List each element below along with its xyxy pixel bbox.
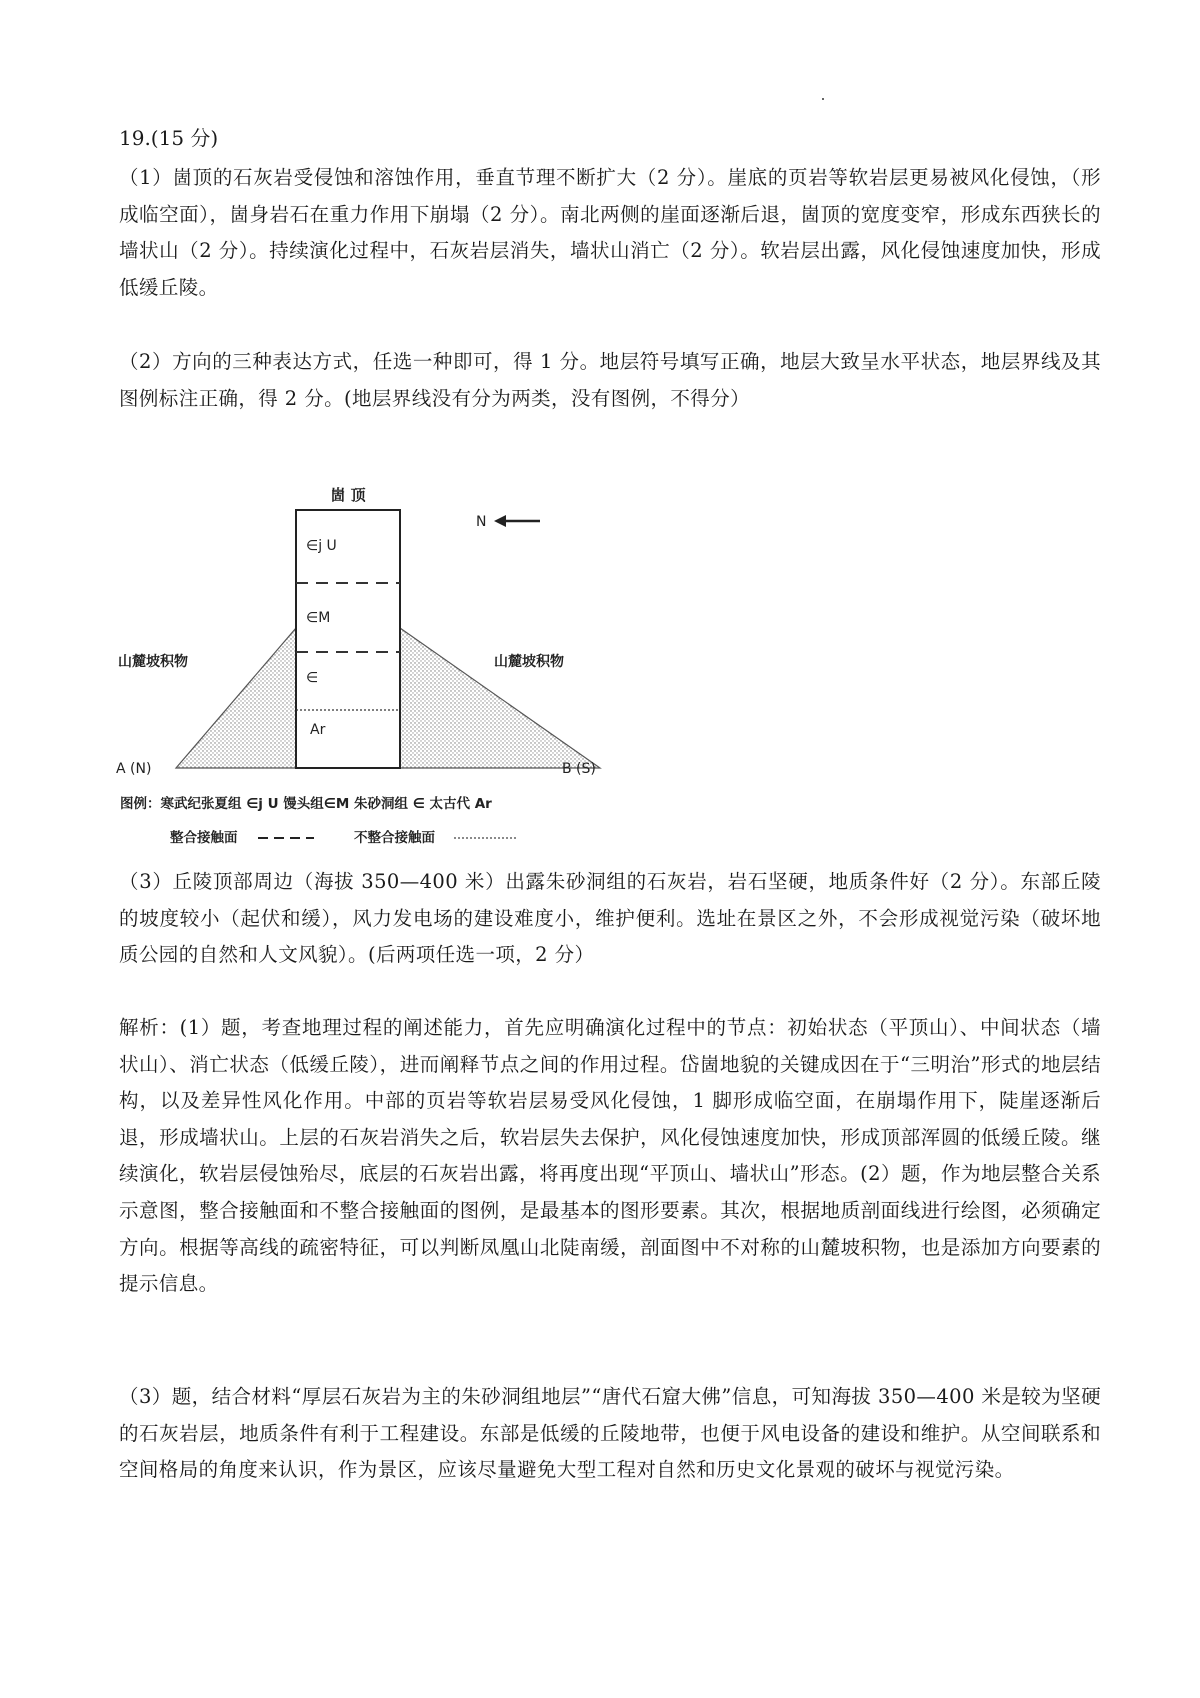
layer-label-cambrian: ∈ xyxy=(306,670,319,686)
north-arrow-icon xyxy=(494,515,540,527)
legend-unconformable-label: 不整合接触面 xyxy=(354,830,435,846)
speck xyxy=(822,98,824,100)
analysis-paragraph-2: （3）题，结合材料“厚层石灰岩为主的朱砂洞组地层”“唐代石窟大佛”信息，可知海拔 350—400 米是较为坚硬的石灰岩层，地质条件有利于工程建设。东部是低缓的丘陵地带，也便于风电设备的建设和维护。从空间联系和空间格局的角度来认识，作为景区，应该尽量避免大型工程对自然和历史文化景观的破坏与视觉污染。 xyxy=(119,1385,1101,1482)
left-slope-deposit xyxy=(176,628,296,768)
answer-paragraph-1: （1）崮顶的石灰岩受侵蚀和溶蚀作用，垂直节理不断扩大（2 分）。崖底的页岩等软岩层更易被风化侵蚀，（形成临空面），崮身岩石在重力作用下崩塌（2 分）。南北两侧的崖面逐渐后退，崮顶的宽度变窄，形成东西狭长的墙状山（2 分）。持续演化过程中，石灰岩层消失，墙状山消亡（2 分）。软岩层出露，风化侵蚀速度加快，形成低缓丘陵。 xyxy=(119,166,1101,299)
legend-row-1: 图例：寒武纪张夏组 ∈j U 馒头组∈M 朱砂洞组 ∈ 太古代 Ar xyxy=(120,796,492,812)
left-slope-label: 山麓坡积物 xyxy=(118,654,188,670)
top-label: 崮 顶 xyxy=(330,486,366,504)
layer-label-ar: Ar xyxy=(310,722,326,738)
end-label-b: B (S) xyxy=(562,761,596,777)
right-slope-deposit xyxy=(400,628,600,768)
answer-paragraph-3: （3）丘陵顶部周边（海拔 350—400 米）出露朱砂洞组的石灰岩，岩石坚硬，地质条件好（2 分）。东部丘陵的坡度较小（起伏和缓），风力发电场的建设难度小，维护便利。选址在景区之外，不会形成视觉污染（破坏地质公园的自然和人文风貌）。(后两项任选一项，2 分） xyxy=(119,870,1101,967)
analysis-paragraph-1: 解析：(1）题，考查地理过程的阐述能力，首先应明确演化过程中的节点：初始状态（平顶山）、中间状态（墙状山）、消亡状态（低缓丘陵），进而阐释节点之间的作用过程。岱崮地貌的关键成因在于“三明治”形式的地层结构，以及差异性风化作用。中部的页岩等软岩层易受风化侵蚀，1 脚形成临空面，在崩塌作用下，陡崖逐渐后退，形成墙状山。上层的石灰岩消失之后，软岩层失去保护，风化侵蚀速度加快，形成顶部浑圆的低缓丘陵。继续演化，软岩层侵蚀殆尽，底层的石灰岩出露，将再度出现“平顶山、墙状山”形态。(2）题，作为地层整合关系示意图，整合接触面和不整合接触面的图例，是最基本的图形要素。其次，根据地质剖面线进行绘图，必须确定方向。根据等高线的疏密特征，可以判断凤凰山北陡南缓，剖面图中不对称的山麓坡积物，也是添加方向要素的提示信息。 xyxy=(119,1016,1101,1296)
stratigraphic-diagram xyxy=(110,470,670,850)
end-label-a: A (N) xyxy=(116,761,152,777)
layer-label-jiu: ∈j U xyxy=(306,538,337,554)
layer-label-m: ∈M xyxy=(306,610,331,626)
question-number: 19.(15 分) xyxy=(119,126,219,150)
north-label: N xyxy=(476,514,487,530)
answer-paragraph-2: （2）方向的三种表达方式，任选一种即可，得 1 分。地层符号填写正确，地层大致呈水平状态，地层界线及其图例标注正确，得 2 分。(地层界线没有分为两类，没有图例，不得分） xyxy=(119,350,1101,410)
legend-conformable-label: 整合接触面 xyxy=(170,830,238,846)
right-slope-label: 山麓坡积物 xyxy=(494,654,564,670)
